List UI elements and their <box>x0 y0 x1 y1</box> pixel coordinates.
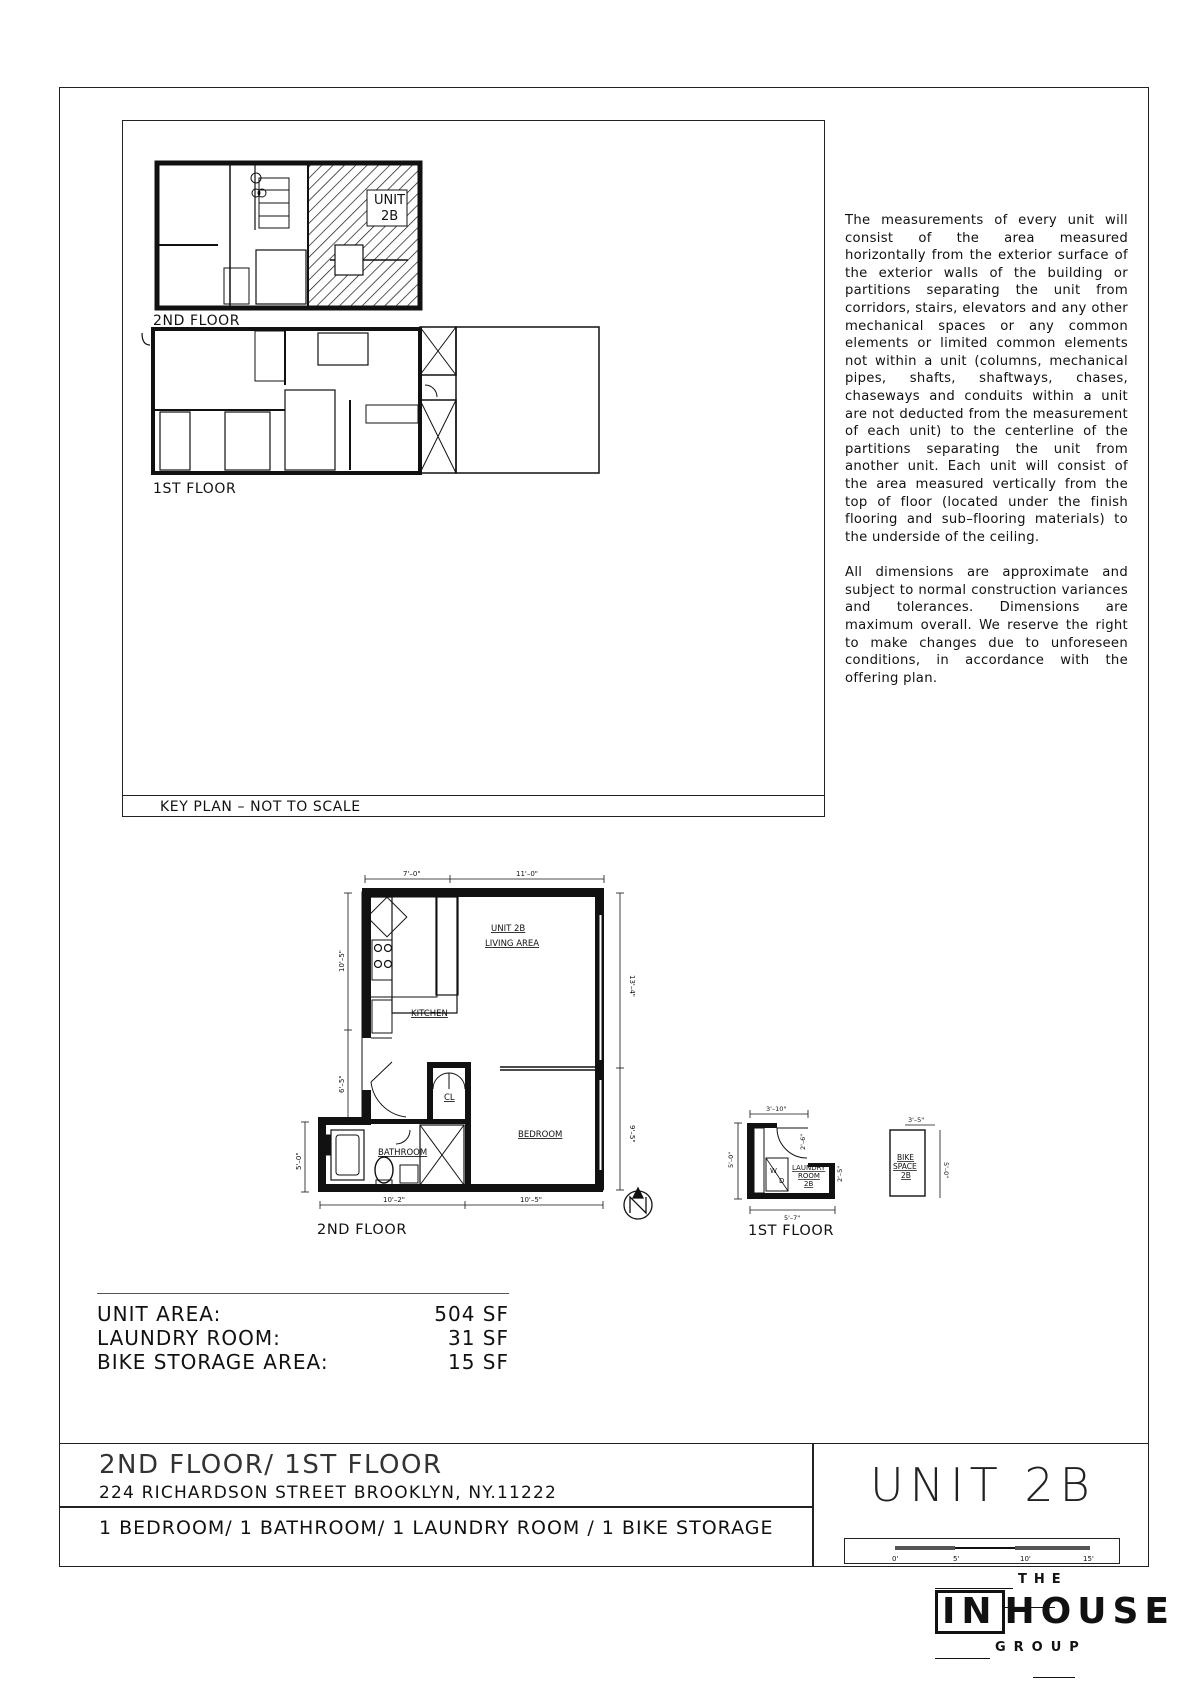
area-value: 504 SF <box>434 1302 509 1326</box>
dim-top-left: 7'–0" <box>403 870 421 878</box>
dim-right-bedroom: 9'–5" <box>628 1125 636 1143</box>
scale-tick-10: 10' <box>1020 1555 1031 1563</box>
title-address: 224 RICHARDSON STREET BROOKLYN, NY.11222 <box>99 1483 558 1503</box>
dim-left-bath: 5'–0" <box>295 1152 303 1170</box>
north-arrow-icon <box>624 1188 652 1219</box>
dimension-lines <box>301 875 624 1209</box>
measurement-notes <box>845 212 1128 705</box>
logo-rule-left <box>935 1588 1013 1589</box>
bike-label-2: SPACE <box>893 1162 917 1171</box>
dim-bottom-left: 10'–2" <box>383 1196 406 1204</box>
bike-label-3: 2B <box>901 1171 911 1180</box>
logo-the: THE <box>1018 1572 1068 1587</box>
unit-2b-hatch <box>308 163 420 308</box>
title-block-divider <box>812 1443 814 1567</box>
scale-tick-0: 0' <box>892 1555 899 1563</box>
key-plan-unit-tag-2: 2B <box>381 209 399 224</box>
washer-label: W <box>770 1167 777 1175</box>
area-value: 31 SF <box>447 1326 509 1350</box>
key-plan-unit-tag-1: UNIT <box>374 193 406 208</box>
laundry-label-2: ROOM <box>798 1172 820 1180</box>
laundry-label-1: LAUNDRY <box>792 1164 826 1172</box>
dim-laundry-top: 3'–10" <box>766 1105 787 1113</box>
key-plan-1st-floor-label: 1ST FLOOR <box>153 481 237 497</box>
logo-house: HOUSE <box>1004 1591 1176 1632</box>
scale-bar-frame <box>844 1538 1120 1564</box>
dim-right-living: 13'–4" <box>628 975 636 998</box>
area-label: UNIT AREA: <box>97 1302 222 1326</box>
dim-left-hall: 6'–5" <box>338 1075 346 1093</box>
area-row-laundry <box>97 1326 509 1350</box>
logo-rule-left-bottom <box>935 1658 990 1659</box>
area-row-bike <box>97 1350 509 1374</box>
notes-paragraph-2: All dimensions are approximate and subject to normal construction variances and tolerances. Dimensions are maximum overall. We reserve the right to make changes due to unforeseen conditions, in accordance with the offering plan. <box>845 565 1128 686</box>
plan-2nd-floor-label: 2ND FLOOR <box>317 1222 408 1238</box>
room-label-bedroom: BEDROOM <box>518 1130 563 1140</box>
area-summary <box>97 1293 509 1374</box>
scale-tick-15: 15' <box>1083 1555 1094 1563</box>
dim-bike-right: 5'–0" <box>942 1162 950 1179</box>
room-label-kitchen: KITCHEN <box>411 1009 448 1019</box>
area-label: BIKE STORAGE AREA: <box>97 1350 329 1374</box>
dryer-label: D <box>779 1177 785 1185</box>
room-label-unit: UNIT 2B <box>491 924 526 934</box>
dim-bottom-right: 10'–5" <box>520 1196 543 1204</box>
title-unit-number: UNIT 2B <box>870 1458 1096 1512</box>
logo-group: GROUP <box>995 1640 1087 1655</box>
title-floors: 2ND FLOOR/ 1ST FLOOR <box>99 1450 443 1480</box>
room-label-closet: CL <box>444 1093 455 1103</box>
room-label-living: LIVING AREA <box>485 939 540 949</box>
logo-rule-right-bottom <box>1033 1677 1075 1678</box>
room-label-bathroom: BATHROOM <box>378 1148 428 1158</box>
laundry-label-3: 2B <box>804 1180 814 1188</box>
company-logo <box>935 1590 1175 1634</box>
unit-floor-plan-2nd-floor <box>318 888 604 1192</box>
dim-laundry-left: 5'–0" <box>727 1151 735 1168</box>
notes-paragraph-1: The measurements of every unit will consist of the area measured horizontally from the exterior surface of the exterior walls of the building or partitions separating the unit from corridors, stairs, elevators and any other mechanical spaces or any common elements or limited common elements not within a unit (columns, mechanical pipes, shafts, shaftways, chases, chaseways and conduits within a unit are not deducted from the measurement of each unit) to the centerline of the partitions separating the unit from another unit. Each unit will consist of the area measured vertically from the top of floor (located under the finish flooring and sub–flooring materials) to the underside of the ceiling. <box>845 213 1128 545</box>
plan-1st-floor-label: 1ST FLOOR <box>748 1223 835 1239</box>
key-plan-2nd-floor <box>157 163 420 308</box>
scale-tick-5: 5' <box>953 1555 960 1563</box>
area-row-unit <box>97 1302 509 1326</box>
area-label: LAUNDRY ROOM: <box>97 1326 281 1350</box>
dim-laundry-right: 2'–5" <box>836 1165 844 1182</box>
dim-bike-top: 3'–5" <box>908 1116 925 1124</box>
area-value: 15 SF <box>447 1350 509 1374</box>
bike-label-1: BIKE <box>897 1153 915 1162</box>
dim-top-right: 11'–0" <box>516 870 539 878</box>
key-plan-label: KEY PLAN – NOT TO SCALE <box>160 799 361 815</box>
title-room-summary: 1 BEDROOM/ 1 BATHROOM/ 1 LAUNDRY ROOM / 1 BIKE STORAGE <box>99 1517 774 1539</box>
dim-left-kitchen: 10'–5" <box>338 949 346 972</box>
logo-in: IN <box>935 1590 1005 1634</box>
title-block-row-divider <box>59 1506 812 1508</box>
key-plan-1st-floor <box>142 327 599 473</box>
dim-laundry-bottom: 5'–7" <box>784 1214 801 1222</box>
key-plan-2nd-floor-label: 2ND FLOOR <box>153 313 241 329</box>
dim-laundry-mid: 2'–6" <box>799 1133 807 1150</box>
area-summary-rule <box>97 1293 509 1294</box>
unit-floor-plan-1st-floor <box>747 1123 835 1199</box>
